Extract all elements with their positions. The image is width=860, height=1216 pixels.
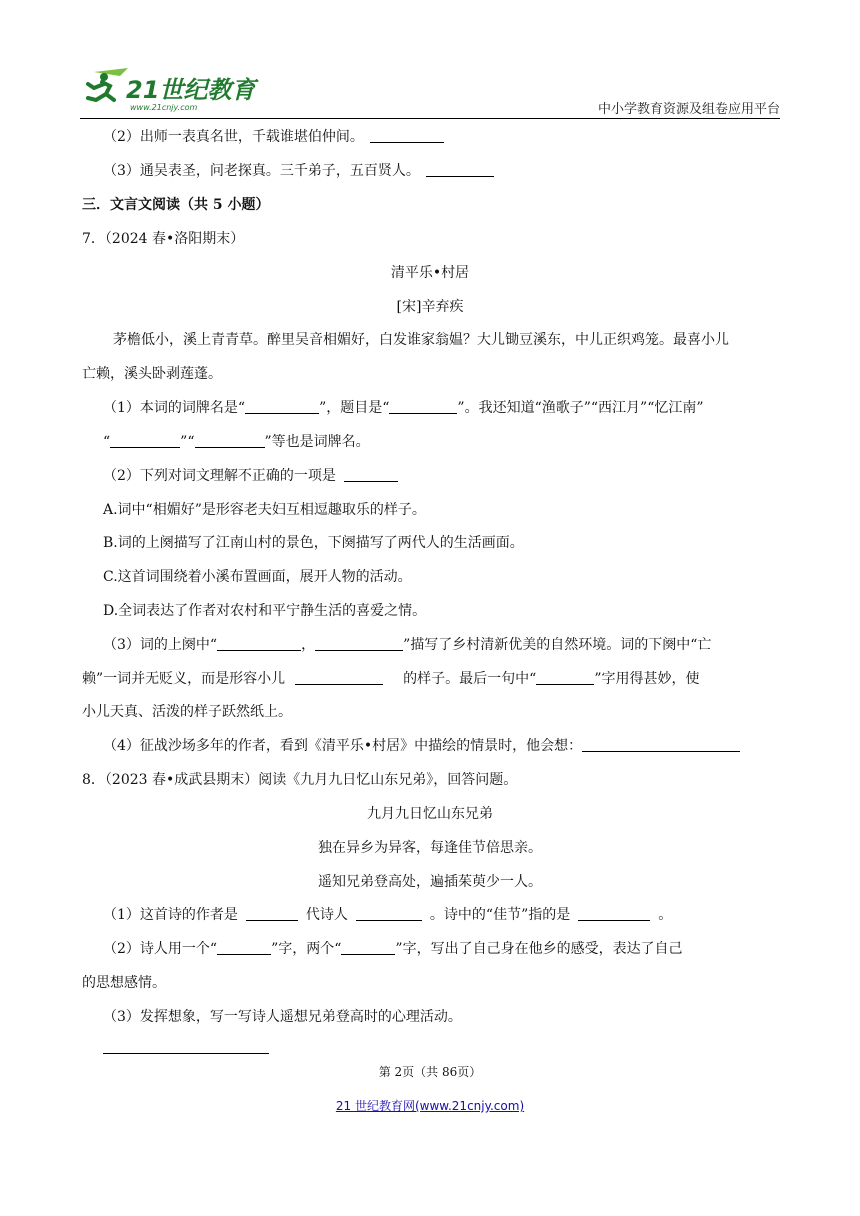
- question-line: 的思想感情。: [82, 975, 166, 991]
- footer-link[interactable]: 21 世纪教育网(www.21cnjy.com): [335, 1099, 525, 1113]
- question-line: （2）下列对词文理解不正确的一项是: [0, 466, 860, 486]
- answer-blank: [426, 162, 494, 177]
- poem-text: 亡赖，溪头卧剥莲蓬。: [82, 366, 222, 382]
- answer-blank: [389, 399, 457, 414]
- svg-text:www.21cnjy.com: www.21cnjy.com: [130, 103, 198, 112]
- answer-blank: [315, 636, 403, 651]
- answer-blank: [246, 906, 298, 921]
- question-line: （1）这首诗的作者是 代诗人 。诗中的“佳节”指的是 。: [103, 907, 673, 923]
- option-d: D.全词表达了作者对农村和平宁静生活的喜爱之情。: [103, 603, 427, 619]
- option-a: A.词中“相媚好”是形容老夫妇互相逗趣取乐的样子。: [103, 502, 426, 518]
- poem-title: 九月九日忆山东兄弟: [367, 806, 493, 822]
- poem-line: 遥知兄弟登高处，遍插茱萸少一人。: [318, 874, 542, 890]
- question-line: （3）发挥想象，写一写诗人遥想兄弟登高时的心理活动。: [103, 1009, 462, 1025]
- answer-blank: [217, 636, 301, 651]
- question-header: 7．（2024 春•洛阳期末）: [82, 231, 245, 247]
- site-logo: [80, 64, 270, 114]
- poem-line: 独在异乡为异客，每逢佳节倍思亲。: [318, 840, 542, 856]
- platform-name: 中小学教育资源及组卷应用平台: [597, 102, 780, 117]
- question-line: （3）通吴表圣，问老探真。三千弟子，五百贤人。: [0, 161, 860, 181]
- option-b: B.词的上阕描写了江南山村的景色，下阕描写了两代人的生活画面。: [103, 535, 524, 551]
- page-number: 第 2页（共 86页）: [378, 1065, 482, 1079]
- question-line: 赖”一词并无贬义，而是形容小儿 的样子。最后一句中“ ”字用得甚妙，使: [82, 671, 700, 687]
- answer-blank: [356, 906, 422, 921]
- header-rule: [80, 118, 780, 119]
- poem-text: 茅檐低小，溪上青青草。醉里吴音相媚好，白发谁家翁媪？大儿锄豆溪东，中儿正织鸡笼。最喜小儿: [113, 332, 729, 348]
- question-line: “ ”“ ”等也是词牌名。: [103, 434, 370, 450]
- option-c: C.这首词围绕着小溪布置画面，展开人物的活动。: [103, 569, 412, 585]
- question-line: （4）征战沙场多年的作者，看到《清平乐•村居》中描绘的情景时，他会想：: [0, 736, 860, 756]
- question-line: （2）出师一表真名世，千载谁堪伯仲间。: [0, 127, 860, 147]
- answer-line: [103, 1053, 269, 1054]
- poem-author: [宋]辛弃疾: [396, 299, 464, 315]
- answer-blank: [344, 467, 398, 482]
- answer-blank: [217, 940, 271, 955]
- answer-blank: [195, 433, 265, 448]
- answer-blank: [295, 670, 383, 685]
- answer-blank: [245, 399, 319, 414]
- poem-title: 清平乐•村居: [390, 265, 470, 281]
- answer-blank: [536, 670, 594, 685]
- question-header: 8．（2023 春•成武县期末）阅读《九月九日忆山东兄弟》，回答问题。: [82, 772, 518, 788]
- question-line: （1）本词的词牌名是“ ”，题目是“ ”。我还知道“渔歌子”“西江月”“忆江南”: [103, 400, 704, 416]
- question-line: （2）诗人用一个“ ”字，两个“ ”字，写出了自己身在他乡的感受，表达了自己: [103, 941, 683, 957]
- svg-text:21世纪教育: 21世纪教育: [126, 76, 256, 104]
- section-heading: 三．文言文阅读（共 5 小题）: [82, 197, 270, 213]
- answer-blank: [578, 906, 650, 921]
- question-line: （3）词的上阕中“ ， ”描写了乡村清新优美的自然环境。词的下阕中“亡: [103, 637, 712, 653]
- answer-blank: [110, 433, 180, 448]
- answer-blank: [341, 940, 395, 955]
- answer-blank: [370, 128, 444, 143]
- question-line: 小儿天真、活泼的样子跃然纸上。: [82, 704, 292, 720]
- answer-blank: [582, 737, 740, 752]
- page-header: [80, 64, 780, 118]
